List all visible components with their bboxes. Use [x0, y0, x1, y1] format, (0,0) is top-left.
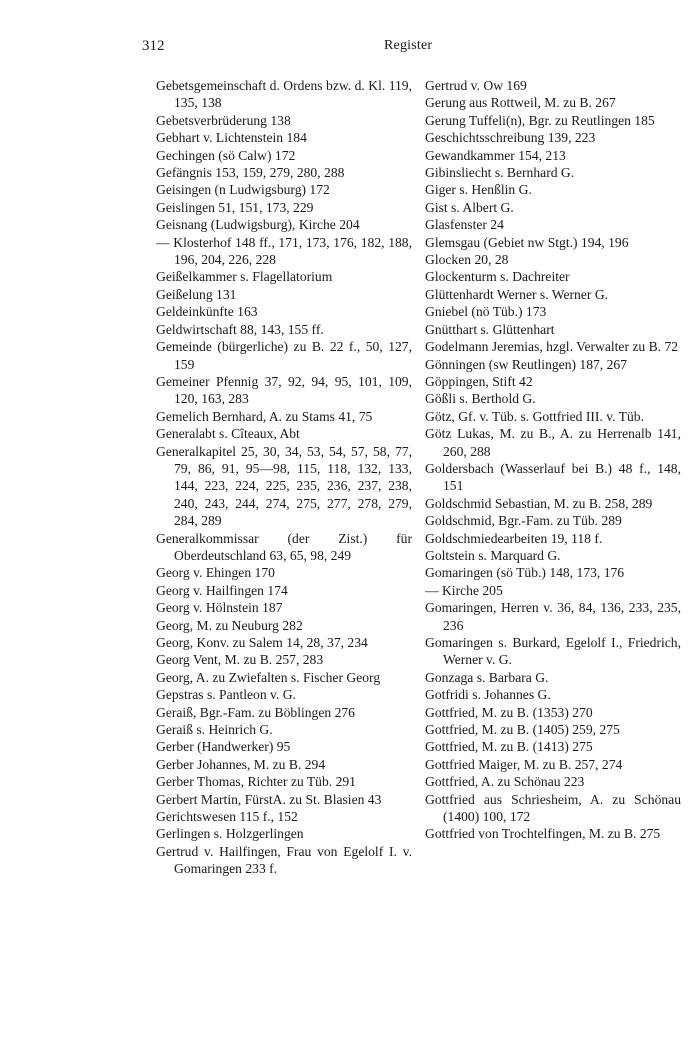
index-entry: Götz, Gf. v. Tüb. s. Gottfried III. v. Tüb.	[425, 408, 644, 424]
index-entry: Glocken 20, 28	[425, 252, 509, 268]
index-entry: Geißelkammer s. Flagellatorium	[156, 269, 333, 285]
index-entry: Gomaringen (sö Tüb.) 148, 173, 176	[425, 565, 625, 581]
index-entry: Göppingen, Stift 42	[425, 373, 533, 389]
index-entry: Geraiß, Bgr.-Fam. zu Böblingen 276	[156, 704, 355, 720]
index-entry: Gottfried aus Schriesheim, A. zu Schönau (1400) 100, 172	[425, 791, 681, 825]
index-entry: Gottfried, M. zu B. (1413) 275	[425, 739, 593, 755]
index-entry: Gottfried, A. zu Schönau 223	[425, 774, 585, 790]
index-entry: Geschichtsschreibung 139, 223	[425, 130, 596, 146]
index-entry: Gottfried, M. zu B. (1405) 259, 275	[425, 722, 620, 738]
index-entry: Gotfridi s. Johannes G.	[425, 687, 551, 703]
index-entry: Generalkommissar (der Zist.) für Oberdeutschland 63, 65, 98, 249	[156, 530, 412, 563]
index-entry: Gößli s. Berthold G.	[425, 391, 536, 407]
index-entry: Georg v. Hailfingen 174	[156, 582, 288, 598]
index-entry: Georg v. Ehingen 170	[156, 565, 275, 581]
index-entry: — Klosterhof 148 ff., 171, 173, 176, 182, 188, 196, 204, 226, 228	[156, 234, 412, 268]
index-entry: Georg, M. zu Neuburg 282	[156, 617, 303, 633]
index-entry: Gottfried von Trochtelfingen, M. zu B. 275	[425, 826, 661, 842]
index-entry: Gemeiner Pfennig 37, 92, 94, 95, 101, 109, 120, 163, 283	[156, 373, 412, 407]
index-entry: Goldschmiedearbeiten 19, 118 f.	[425, 530, 603, 546]
running-head: Register	[384, 38, 433, 53]
index-entry: Goldschmid Sebastian, M. zu B. 258, 289	[425, 495, 653, 511]
index-entry: Gist s. Albert G.	[425, 199, 514, 215]
index-entry: Gerichtswesen 115 f., 152	[156, 809, 298, 825]
index-entry: Gertrud v. Hailfingen, Frau von Egelolf I. v. Gomaringen 233 f.	[156, 843, 412, 877]
index-entry: Gönningen (sw Reutlingen) 187, 267	[425, 356, 627, 372]
index-column-right	[425, 77, 681, 843]
index-entry: Götz Lukas, M. zu B., A. zu Herrenalb 141, 260, 288	[425, 426, 681, 459]
index-entry: Glüttenhardt Werner s. Werner G.	[425, 286, 609, 302]
index-entry: Gottfried, M. zu B. (1353) 270	[425, 704, 593, 720]
index-entry: Geislingen 51, 151, 173, 229	[156, 199, 314, 215]
index-entry: Gebetsgemeinschaft d. Ordens bzw. d. Kl. 119, 135, 138	[156, 78, 412, 111]
index-entry: Gechingen (sö Calw) 172	[156, 147, 296, 163]
index-entry: Gibinsliecht s. Bernhard G.	[425, 165, 575, 181]
index-entry: Gerlingen s. Holzgerlingen	[156, 826, 304, 842]
index-entry: Geisnang (Ludwigsburg), Kirche 204	[156, 217, 360, 233]
index-entry: Georg Vent, M. zu B. 257, 283	[156, 652, 324, 668]
index-entry: Gebhart v. Lichtenstein 184	[156, 130, 307, 146]
index-entry: Geisingen (n Ludwigsburg) 172	[156, 182, 330, 198]
index-entry: Geldwirtschaft 88, 143, 155 ff.	[156, 321, 324, 337]
index-entry: Gottfried Maiger, M. zu B. 257, 274	[425, 756, 623, 772]
index-entry: Georg, Konv. zu Salem 14, 28, 37, 234	[156, 635, 368, 650]
index-entry: Glockenturm s. Dachreiter	[425, 269, 570, 285]
index-entry: Gerbert Martin, FürstA. zu St. Blasien 43	[156, 791, 382, 807]
index-column-left	[156, 77, 412, 878]
index-entry: Godelmann Jeremias, hzgl. Verwalter zu B. 72	[425, 339, 679, 355]
index-entry: Gniebel (nö Tüb.) 173	[425, 304, 547, 320]
index-entry: Gebetsverbrüderung 138	[156, 112, 291, 128]
index-entry: Glasfenster 24	[425, 217, 504, 233]
index-entry: Gemeinde (bürgerliche) zu B. 22 f., 50, 127, 159	[156, 339, 412, 372]
index-entry: Gewandkammer 154, 213	[425, 147, 566, 163]
index-entry: Giger s. Henßlin G.	[425, 182, 532, 198]
index-entry: Georg, A. zu Zwiefalten s. Fischer Georg	[156, 669, 381, 685]
index-entry: Gerung aus Rottweil, M. zu B. 267	[425, 95, 616, 111]
index-entry: Generalkapitel 25, 30, 34, 53, 54, 57, 58, 77, 79, 86, 91, 95—98, 115, 118, 132, 133, 144, 223, 224, 225, 235, 236, 237, 238, 240, 243, 244, 274, 275, 277, 278, 279, 284, 289	[156, 443, 412, 529]
index-entry: Geißelung 131	[156, 286, 237, 302]
index-entry: Geraiß s. Heinrich G.	[156, 722, 273, 738]
page-number: 312	[142, 38, 165, 54]
index-entry: Gonzaga s. Barbara G.	[425, 669, 549, 685]
index-entry: Gomaringen, Herren v. 36, 84, 136, 233, 235, 236	[425, 600, 681, 633]
index-entry: Gertrud v. Ow 169	[425, 78, 527, 93]
index-entry: Georg v. Hölnstein 187	[156, 600, 283, 616]
index-entry: Gerber Johannes, M. zu B. 294	[156, 756, 326, 772]
index-entry: Gomaringen s. Burkard, Egelolf I., Friedrich, Werner v. G.	[425, 635, 681, 668]
index-entry: — Kirche 205	[425, 582, 503, 598]
index-entry: Gerber (Handwerker) 95	[156, 739, 291, 755]
index-entry: Gerung Tuffeli(n), Bgr. zu Reutlingen 185	[425, 112, 655, 128]
index-entry: Gepstras s. Pantleon v. G.	[156, 687, 296, 703]
index-entry: Glemsgau (Gebiet nw Stgt.) 194, 196	[425, 234, 629, 250]
index-entry: Goldschmid, Bgr.-Fam. zu Tüb. 289	[425, 513, 622, 529]
index-entry: Gemelich Bernhard, A. zu Stams 41, 75	[156, 408, 373, 424]
index-entry: Goltstein s. Marquard G.	[425, 547, 561, 563]
index-entry: Generalabt s. Cîteaux, Abt	[156, 426, 300, 442]
index-entry: Gefängnis 153, 159, 279, 280, 288	[156, 165, 345, 181]
index-entry: Gerber Thomas, Richter zu Tüb. 291	[156, 774, 356, 790]
index-entry: Goldersbach (Wasserlauf bei B.) 48 f., 148, 151	[425, 460, 681, 494]
index-entry: Gnütthart s. Glüttenhart	[425, 321, 555, 337]
index-entry: Geldeinkünfte 163	[156, 304, 258, 320]
